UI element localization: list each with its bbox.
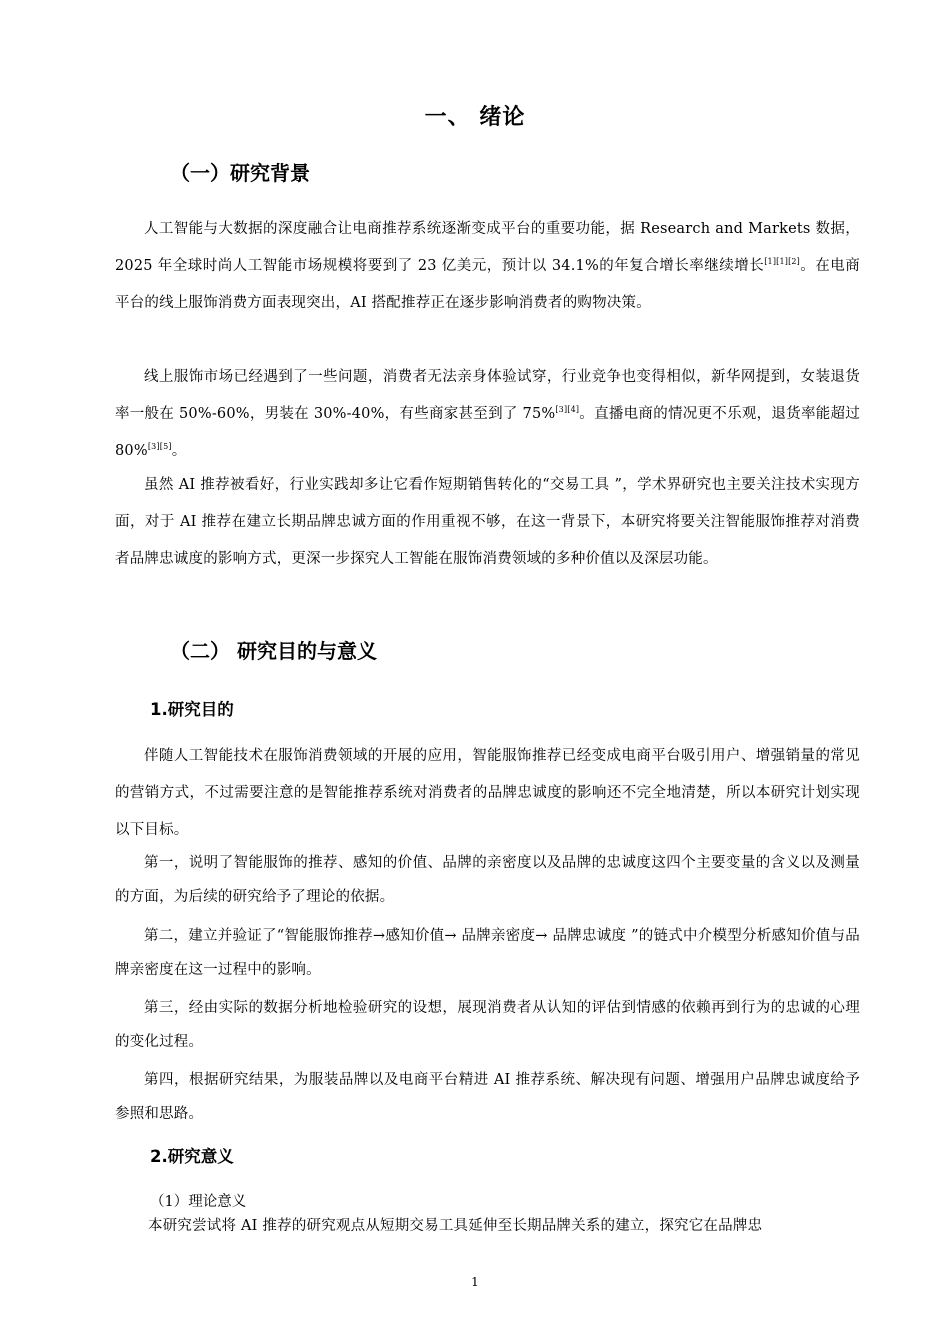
paragraph-text: 人工智能与大数据的深度融合让电商推荐系统逐渐变成平台的重要功能，据 Research and Markets 数据，2025 年全球时尚人工智能市场规模将要到了 23 亿美元，预计以 34.1%的年复合增长率继续增长 — [115, 221, 860, 274]
subsection-heading-purpose: 1.研究目的 — [150, 700, 234, 719]
paragraph-purpose-2: 第一，说明了智能服饰的推荐、感知的价值、品牌的亲密度以及品牌的忠诚度这四个主要变量的含义以及测量的方面，为后续的研究给予了理论的依据。 — [115, 855, 860, 905]
paragraph-text: 。在电商平台的线上服饰消费方面表现突出，AI 搭配推荐正在逐步影响消费者的购物决策。 — [115, 258, 860, 311]
section-heading-purpose: （二） 研究目的与意义 — [170, 639, 377, 663]
paragraph-background-1 — [115, 211, 860, 322]
page-number: 1 — [471, 1275, 479, 1289]
citation: [1][1][2] — [764, 257, 800, 267]
citation: [3][4] — [555, 405, 580, 415]
paragraph-theory-significance: 本研究尝试将 AI 推荐的研究观点从短期交易工具延伸至长期品牌关系的建立，探究它在品牌忠 — [148, 1218, 763, 1234]
chapter-title: 一、 绪论 — [424, 105, 526, 130]
paragraph-background-3: 虽然 AI 推荐被看好，行业实践却多让它看作短期销售转化的“交易工具 ”，学术界研究也主要关注技术实现方面，对于 AI 推荐在建立长期品牌忠诚方面的作用重视不够，在这一背景下，本研究将要关注智能服饰推荐对消费者品牌忠诚度的影响方式，更深一步探究人工智能在服饰消费领域的多种价值以及深层功能。 — [115, 477, 860, 567]
paragraph-text: 。 — [171, 443, 187, 459]
paragraph-text: 线上服饰市场已经遇到了一些问题，消费者无法亲身体验试穿，行业竞争也变得相似，新华网提到，女装退货率一般在 50%-60%，男装在 30%-40%，有些商家甚至到了 75% — [115, 369, 860, 422]
paragraph-purpose-3: 第二，建立并验证了“智能服饰推荐→感知价值→ 品牌亲密度→ 品牌忠诚度 ”的链式中介模型分析感知价值与品牌亲密度在这一过程中的影响。 — [115, 928, 860, 978]
paragraph-purpose-1: 伴随人工智能技术在服饰消费领域的开展的应用，智能服饰推荐已经变成电商平台吸引用户、增强销量的常见的营销方式，不过需要注意的是智能推荐系统对消费者的品牌忠诚度的影响还不完全地清楚，所以本研究计划实现以下目标。 — [115, 748, 860, 838]
subsection-heading-significance: 2.研究意义 — [150, 1147, 234, 1166]
paragraph-text: 。直播电商的情况更不乐观，退货率能超过 80% — [115, 406, 860, 459]
theory-significance-label: （1）理论意义 — [150, 1194, 247, 1210]
paragraph-purpose-5: 第四，根据研究结果，为服装品牌以及电商平台精进 AI 推荐系统、解决现有问题、增强用户品牌忠诚度给予参照和思路。 — [115, 1072, 860, 1122]
paragraph-background-2 — [115, 359, 860, 470]
paragraph-purpose-4: 第三，经由实际的数据分析地检验研究的设想，展现消费者从认知的评估到情感的依赖再到行为的忠诚的心理的变化过程。 — [115, 1000, 860, 1050]
section-heading-background: （一）研究背景 — [170, 161, 310, 185]
citation: [3][5] — [147, 442, 172, 452]
